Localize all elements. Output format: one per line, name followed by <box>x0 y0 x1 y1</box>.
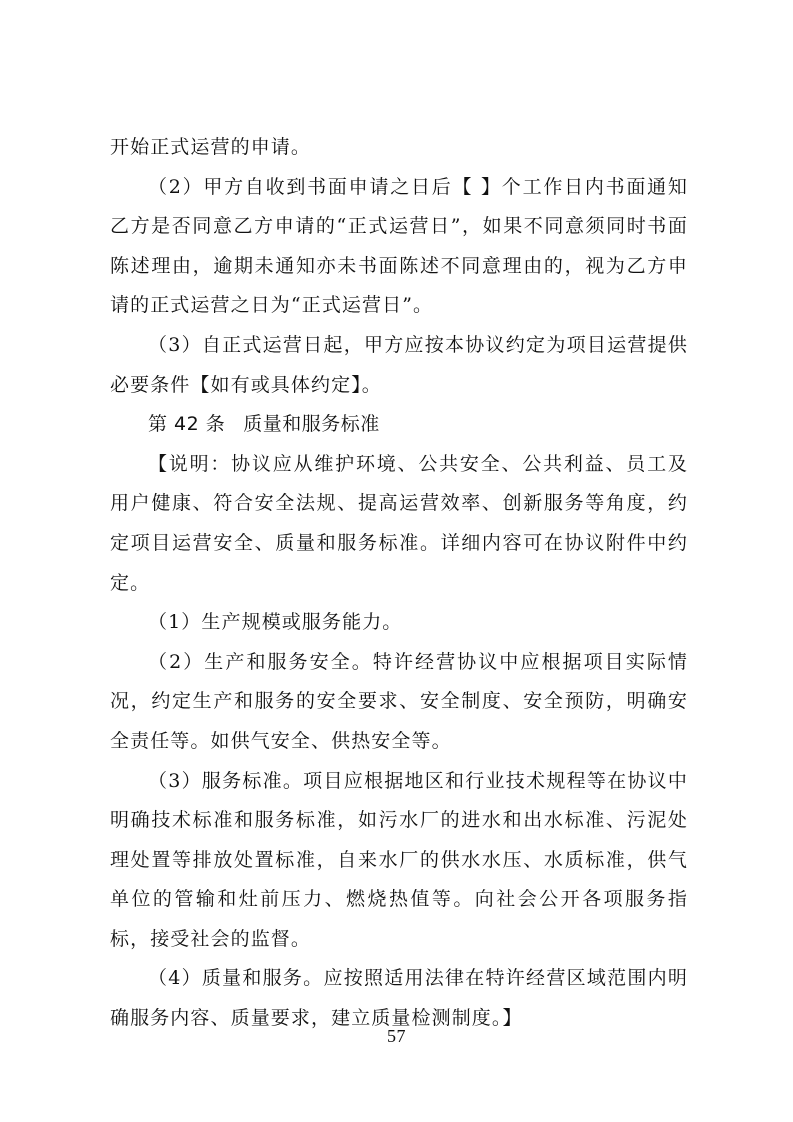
paragraph-item-2: （2）生产和服务安全。特许经营协议中应根据项目实际情况，约定生产和服务的安全要求、安全制度、安全预防，明确安全责任等。如供气安全、供热安全等。 <box>110 650 688 752</box>
paragraph-clause-2: （2）甲方自收到书面申请之日后【 】个工作日内书面通知乙方是否同意乙方申请的“正式运营日”，如果不同意须同时书面陈述理由，逾期未通知亦未书面陈述不同意理由的，视为乙方申请的正式运营之日为“正式运营日”。 <box>110 175 688 317</box>
section-number: 第 42 条 <box>148 413 226 436</box>
paragraph-item-1: （1）生产规模或服务能力。 <box>148 611 403 634</box>
section-heading <box>110 405 688 445</box>
paragraph-item-4: （4）质量和服务。应按照适用法律在特许经营区域范围内明确服务内容、质量要求，建立质量检测制度。】 <box>110 967 688 1030</box>
page-content <box>110 128 688 1039</box>
section-title: 质量和服务标准 <box>243 413 380 436</box>
page-number: 57 <box>387 1026 406 1046</box>
paragraph-continuation: 开始正式运营的申请。 <box>110 136 312 158</box>
paragraph-note: 【说明：协议应从维护环境、公共安全、公共利益、员工及用户健康、符合安全法规、提高运营效率、创新服务等角度，约定项目运营安全、质量和服务标准。详细内容可在协议附件中约定。 <box>110 452 688 594</box>
paragraph-item-3: （3）服务标准。项目应根据地区和行业技术规程等在协议中明确技术标准和服务标准，如污水厂的进水和出水标准、污泥处理处置等排放处置标准，自来水厂的供水水压、水质标准，供气单位的管输和灶前压力、燃烧热值等。向社会公开各项服务指标，接受社会的监督。 <box>110 769 688 950</box>
paragraph-clause-3: （3）自正式运营日起，甲方应按本协议约定为项目运营提供必要条件【如有或具体约定】。 <box>110 333 688 396</box>
